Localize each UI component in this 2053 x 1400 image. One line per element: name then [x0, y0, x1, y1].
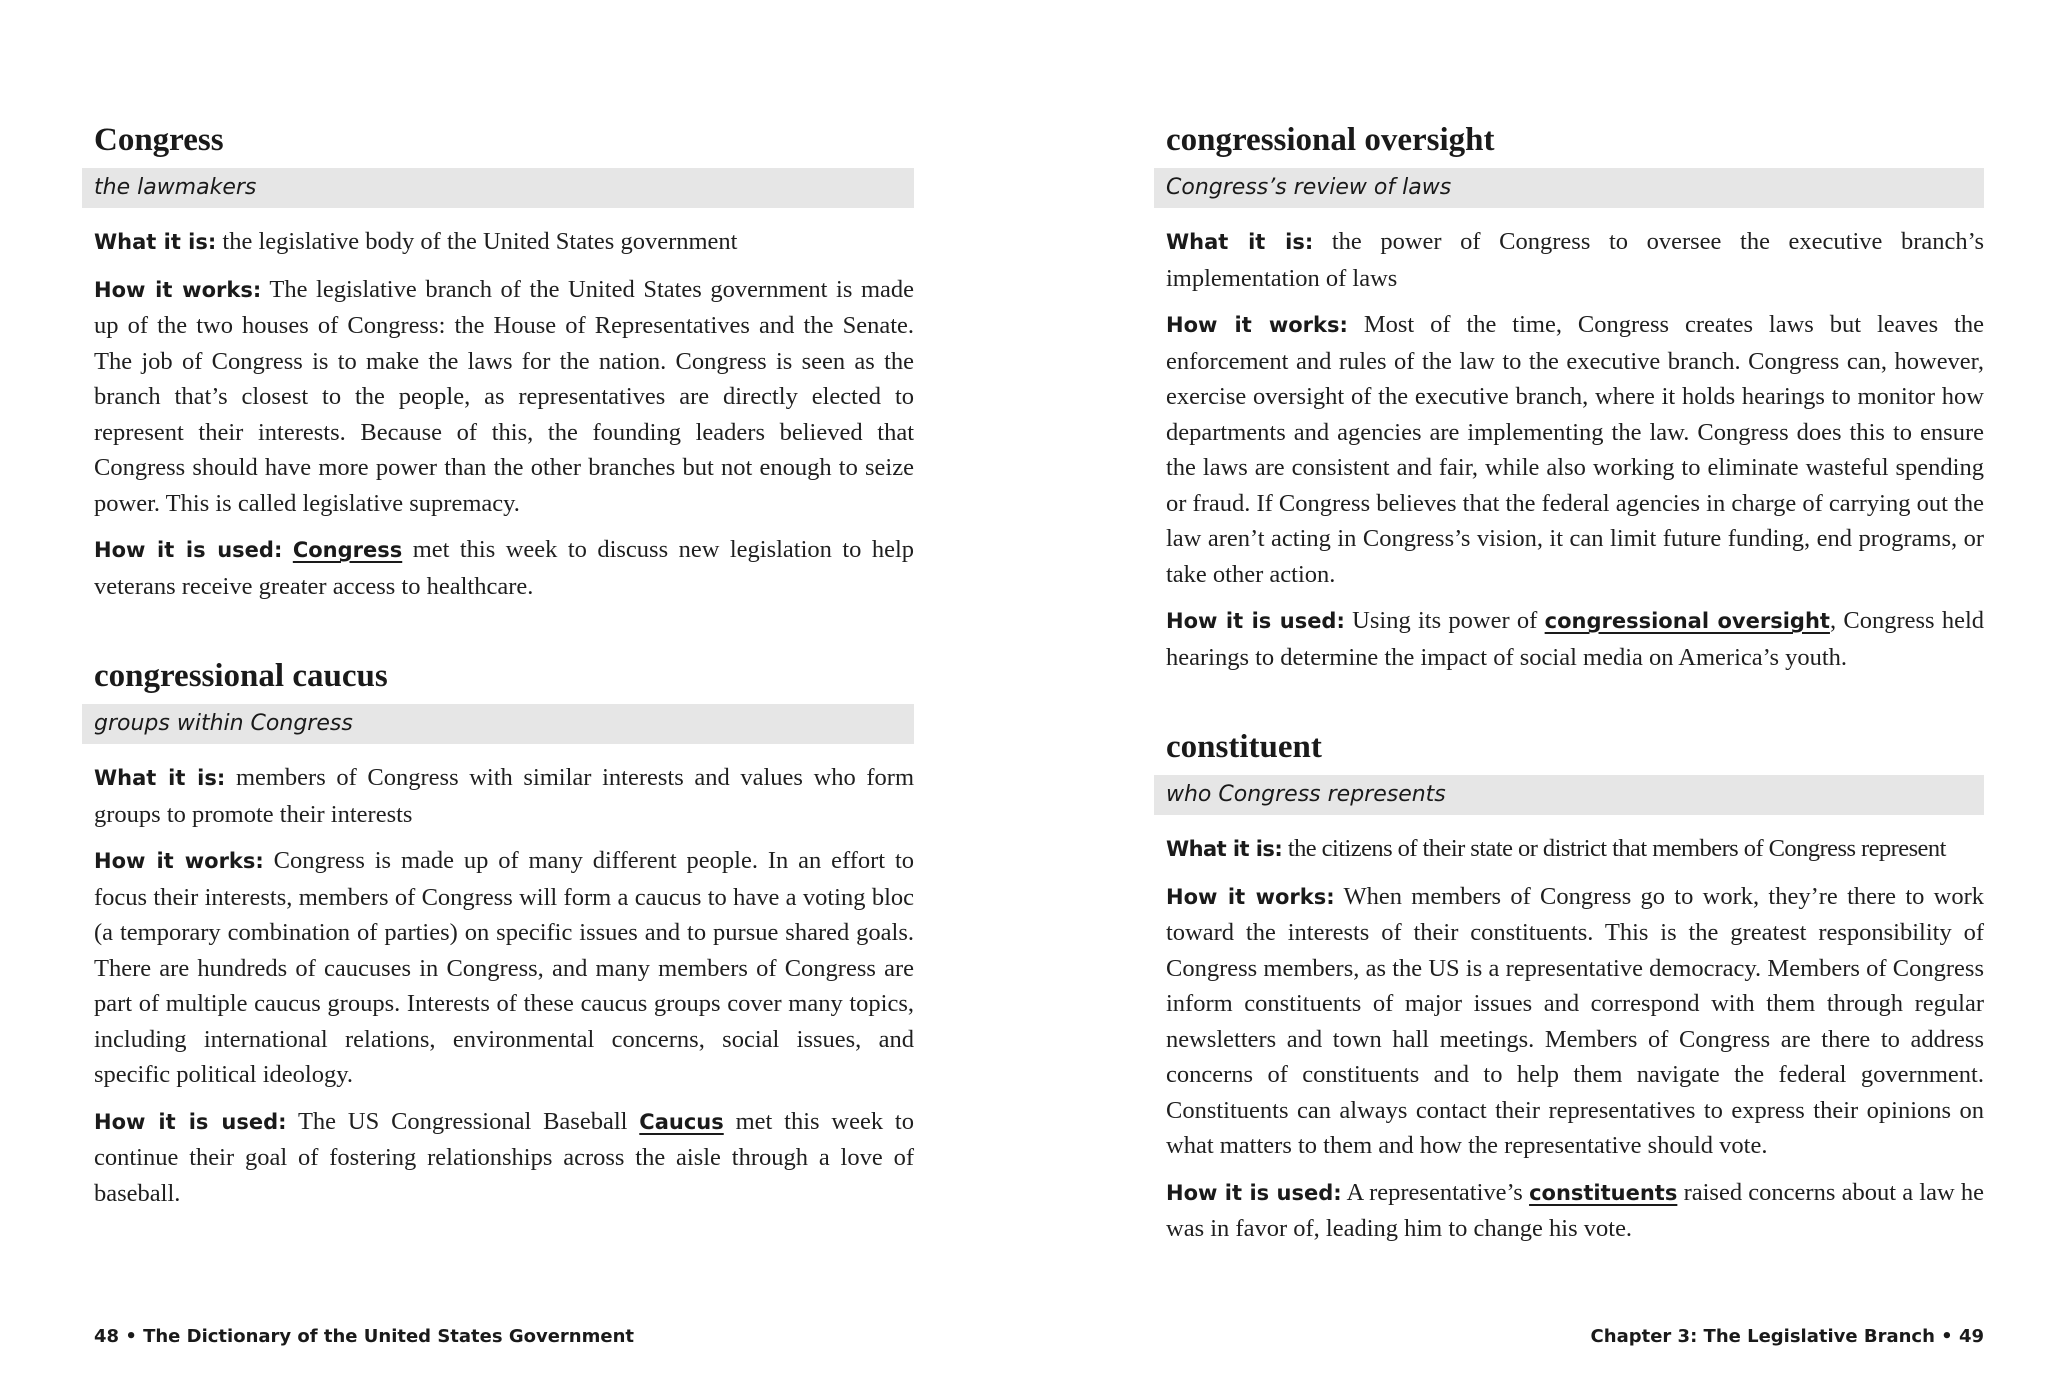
how-it-works-label: How it works:: [1166, 313, 1348, 337]
how-it-is-used-label: How it is used:: [1166, 1180, 1342, 1205]
how-it-works-label: How it works:: [94, 277, 262, 302]
entry-subtitle: the lawmakers: [82, 168, 914, 208]
entry-term: Congress: [94, 122, 224, 158]
example-text: met this week to discuss new legislation to help veterans receive greater access to healthcare.: [94, 536, 915, 600]
entry-term: congressional caucus: [94, 658, 388, 694]
example-text: met this week to continue their goal of fostering relationships across the aisle through a love of baseball.: [94, 1107, 914, 1207]
entry-congressional-oversight: [1166, 120, 1984, 675]
how-it-works: [1166, 307, 1984, 592]
how-it-is-used: [1166, 603, 1984, 675]
right-page-footer: Chapter 3: The Legislative Branch • 49: [1590, 1326, 1984, 1347]
example-keyword: Caucus: [639, 1109, 724, 1134]
what-it-is-text: the power of Congress to oversee the executive branch’s implementation of laws: [1166, 228, 1984, 292]
how-it-works: [94, 843, 914, 1093]
what-it-is-label: What it is:: [94, 230, 217, 254]
entry-congress: [94, 120, 914, 604]
entry-constituent: [1166, 727, 1984, 1247]
example-text-before: A representative’s: [1346, 1178, 1523, 1206]
what-it-is-label: What it is:: [1166, 230, 1314, 254]
how-it-works-text: Most of the time, Congress creates laws but leaves the enforcement and rules of the law to the executive branch. Congress can, however, exercise oversight of the executive branch, where it holds hearings to monitor how departments and agencies are implementing the law. Congress does this to ensure the laws are consistent and fair, while also working to eliminate wasteful spending or fraud. If Congress believes that the federal agencies in charge of carrying out the law aren’t acting in Congress’s vision, it can limit future funding, end programs, or take other action.: [1166, 311, 1985, 588]
what-it-is-label: What it is:: [94, 766, 226, 790]
right-page: [1166, 120, 1984, 1299]
what-it-is-text: the citizens of their state or district that members of Congress represent: [1287, 835, 1946, 862]
how-it-is-used-label: How it is used:: [94, 1109, 287, 1134]
example-text-before: Using its power of: [1352, 607, 1538, 634]
how-it-works-label: How it works:: [1166, 884, 1335, 909]
how-it-is-used-label: How it is used:: [94, 538, 283, 562]
example-text: raised concerns about a law he was in favor of, leading him to change his vote.: [1166, 1178, 1985, 1242]
entry-subtitle: Congress’s review of laws: [1154, 168, 1984, 208]
example-keyword: constituents: [1529, 1180, 1678, 1205]
how-it-is-used: [94, 532, 914, 604]
entry-term: constituent: [1166, 729, 1322, 765]
how-it-works-text: Congress is made up of many different people. In an effort to focus their interests, members of Congress will form a caucus to have a voting bloc (a temporary combination of parties) on specific issues and to pursue shared goals. There are hundreds of caucuses in Congress, and many members of Congress are part of multiple caucus groups. Interests of these caucus groups cover many topics, including international relations, environmental concerns, social issues, and specific political ideology.: [94, 847, 915, 1088]
how-it-is-used: [94, 1104, 914, 1212]
entry-congressional-caucus: [94, 656, 914, 1211]
example-keyword: Congress: [292, 538, 403, 562]
left-page: [94, 120, 914, 1263]
how-it-works-label: How it works:: [94, 849, 264, 873]
how-it-works: [1166, 879, 1984, 1164]
how-it-works-text: When members of Congress go to work, they’re there to work toward the interests of their constituents. This is the greatest responsibility of Congress members, as the US is a representative democracy. Members of Congress inform constituents of major issues and correspond with them through regular newsletters and town hall meetings. Members of Congress are there to address concerns of constituents and to help them navigate the federal government. Constituents can always contact their representatives to express their opinions on what matters to them and how the representative should vote.: [1166, 882, 1985, 1159]
how-it-is-used: [1166, 1175, 1984, 1247]
how-it-works-text: The legislative branch of the United States government is made up of the two houses of Congress: the House of Representatives and the Senate. The job of Congress is to make the laws for the nation. Congress is seen as the branch that’s closest to the people, as representatives are directly elected to represent their interests. Because of this, the founding leaders believed that Congress should have more power than the other branches but not enough to seize power. This is called legislative supremacy.: [94, 275, 915, 517]
example-keyword: congressional oversight: [1544, 609, 1830, 633]
what-it-is-text: the legislative body of the United States government: [222, 228, 738, 255]
example-text-before: The US Congressional Baseball: [297, 1107, 628, 1135]
what-it-is: [1166, 831, 1984, 868]
what-it-is-label: What it is:: [1166, 837, 1283, 861]
how-it-is-used-label: How it is used:: [1166, 609, 1345, 633]
what-it-is: [94, 760, 914, 832]
what-it-is: [1166, 224, 1984, 296]
how-it-works: [94, 272, 914, 522]
what-it-is: [94, 224, 914, 261]
entry-subtitle: groups within Congress: [82, 704, 914, 744]
example-text: , Congress held hearings to determine the impact of social media on America’s youth.: [1166, 607, 1985, 671]
entry-term: congressional oversight: [1166, 122, 1495, 158]
what-it-is-text: members of Congress with similar interests and values who form groups to promote their interests: [94, 764, 915, 828]
left-page-footer: 48 • The Dictionary of the United States Government: [94, 1326, 634, 1347]
entry-subtitle: who Congress represents: [1154, 775, 1984, 815]
